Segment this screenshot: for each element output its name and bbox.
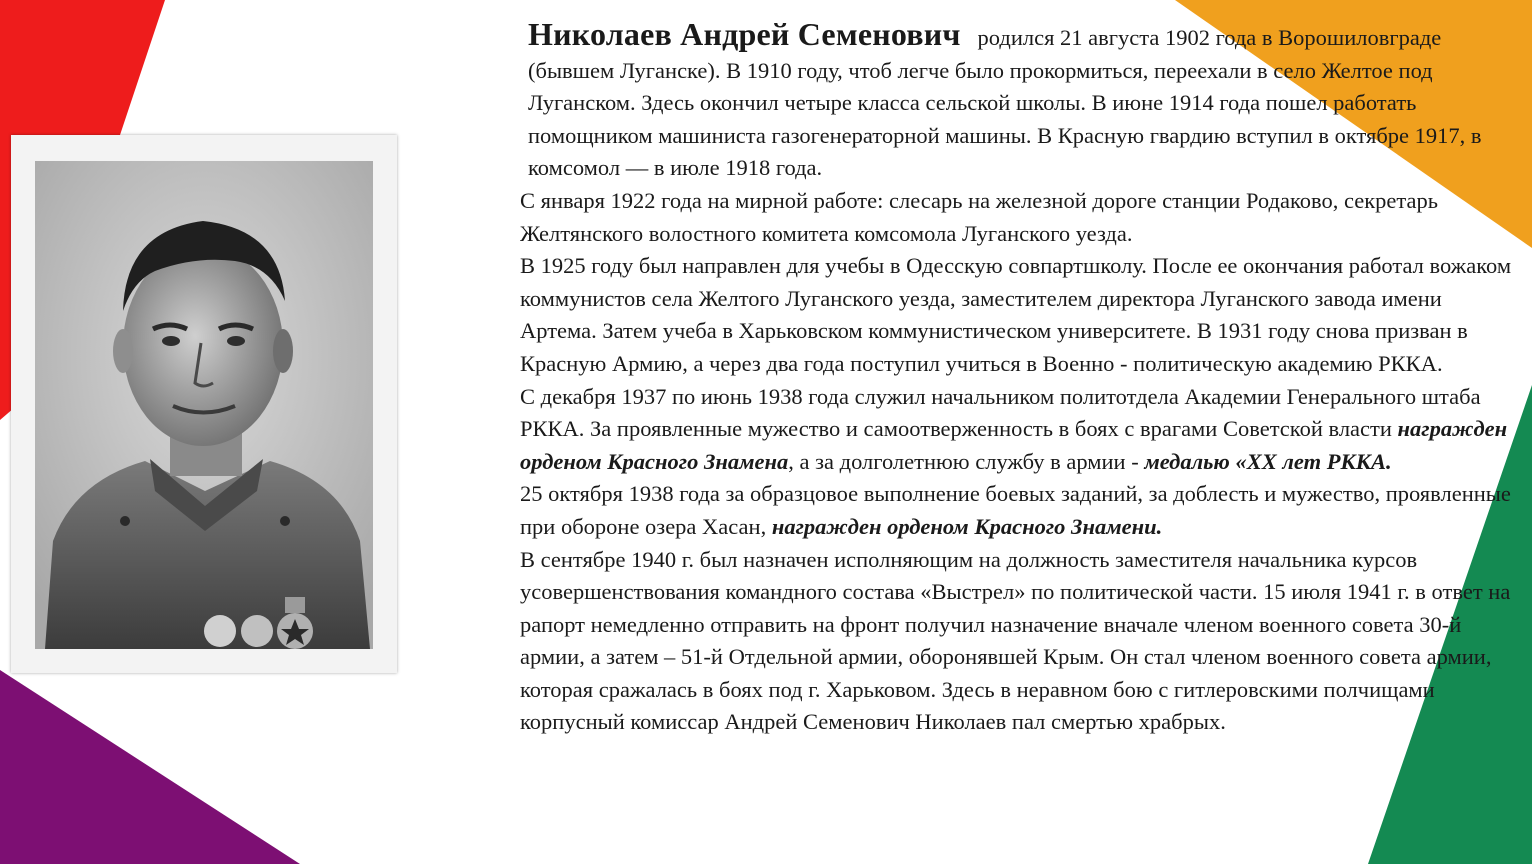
paragraph-4-text-b: , а за долголетнюю службу в армии - — [788, 448, 1139, 474]
biography-paragraph-3: В 1925 году был направлен для учебы в Одесскую совпартшколу. После ее окончания работал вожаком коммунистов села Желтого Луганского уезда, заместителем директора Луганского завода имени Артема. Затем учеба в Харьковском коммунистическом университете. В 1931 году снова призван в Красную Армию, а через два года поступил учиться в Военно - политическую академию РККА. — [520, 253, 1512, 376]
biography-paragraph-5 — [408, 478, 1520, 543]
biography-intro — [408, 18, 1520, 185]
award-xx-years-medal: медалью «XX лет РККА. — [1144, 448, 1392, 474]
biography-paragraph-6: В сентябре 1940 г. был назначен исполняющим на должность заместителя начальника курсов усовершенствования командного состава «Выстрел» по политической части. 15 июля 1941 г. в ответ на рапорт немедленно отправить на фронт получил назначение вначале членом военного совета 30-й армии, а затем – 51-й Отдельной армии, оборонявшей Крым. Он стал членом военного совета армии, которая сражалась в боях под г. Харьковом. Здесь в неравном бою с гитлеровскими полчищами корпусный комиссар Андрей Семенович Николаев пал смертью храбрых. — [520, 546, 1511, 735]
award-red-banner-order-khasan: награжден орденом Красного Знамени. — [771, 513, 1163, 539]
biography-paragraph-1: родился 21 августа 1902 года в Ворошиловграде (бывшем Луганске). В 1910 году, чтоб легче было прокормиться, переехали в село Желтое под Луганском. Здесь окончил четыре класса сельской школы. В июне 1914 года пошел работать помощником машиниста газогенераторной машины. В Красную гвардию вступил в октябре 1917, в комсомол — в июле 1918 года. — [528, 25, 1482, 181]
person-name: Николаев Андрей Семенович — [528, 16, 961, 52]
biography-paragraph-4 — [408, 381, 1520, 479]
portrait-photo-image — [35, 161, 373, 649]
biography-paragraph-2: С января 1922 года на мирной работе: слесарь на железной дороге станции Родаково, секретарь Желтянского волостного комитета комсомола Луганского уезда. — [520, 187, 1438, 246]
award-red-banner-order: награжден орденом Красного Знамена — [520, 416, 1508, 474]
biography-text — [408, 18, 1520, 739]
portrait-photo — [11, 135, 397, 673]
paragraph-5-text: 25 октября 1938 года за образцовое выполнение боевых заданий, за доблесть и мужество, проявленные при обороне озера Хасан, — [520, 481, 1511, 539]
purple-corner-shape — [0, 670, 300, 864]
paragraph-4-text-a: С декабря 1937 по июнь 1938 года служил начальником политотдела Академии Генерального штаба РККА. За проявленные мужество и самоотверженность в боях с врагами Советской власти — [520, 383, 1481, 442]
